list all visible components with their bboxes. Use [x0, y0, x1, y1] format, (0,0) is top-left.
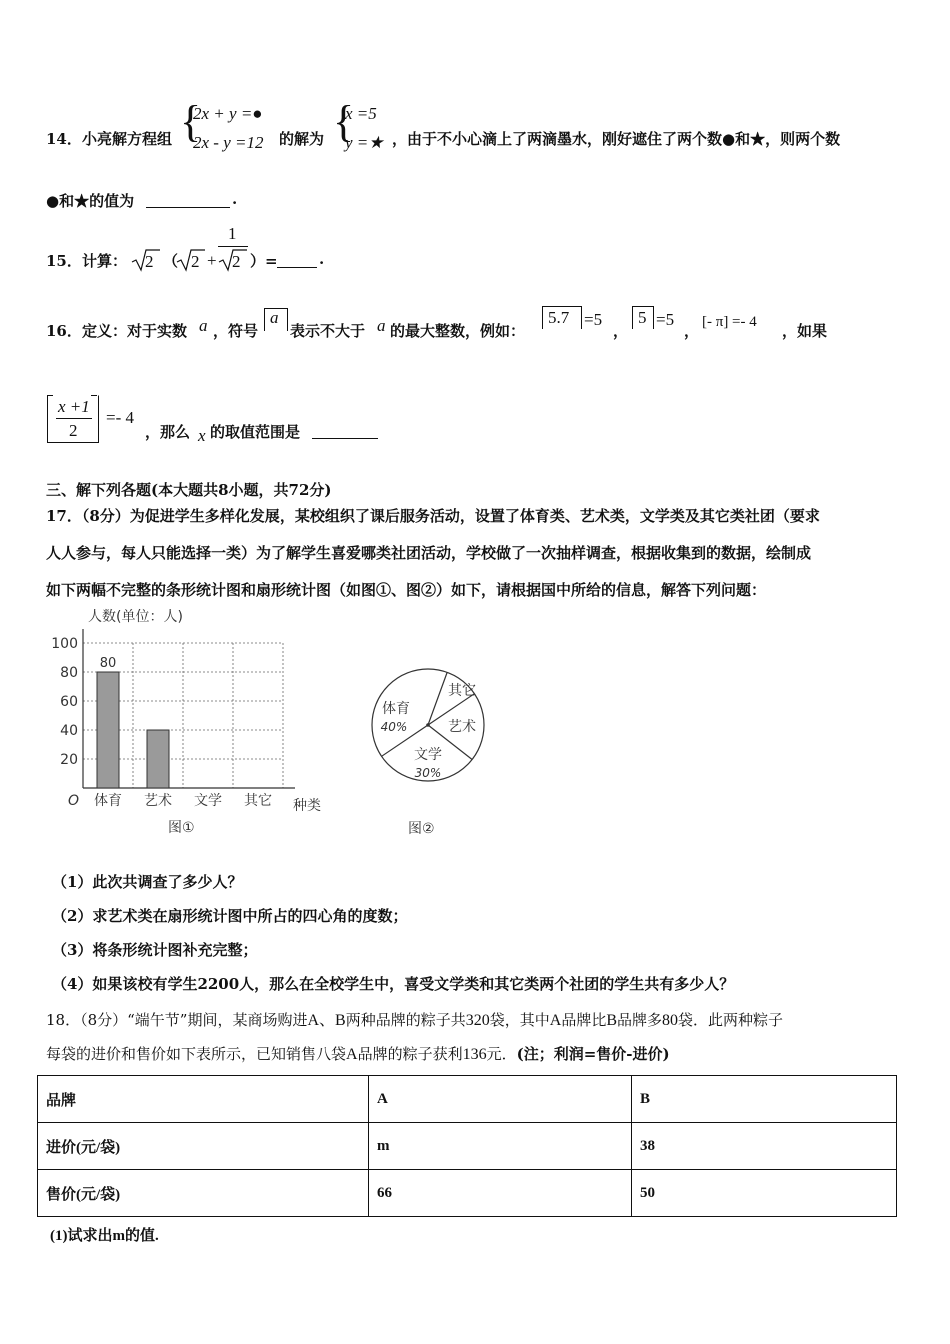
table-header-cell: A — [369, 1076, 632, 1123]
q16-ex2-out: =5 — [656, 310, 675, 329]
pie-center — [426, 723, 430, 727]
q18-brand-b: B — [606, 1012, 617, 1029]
pie-slice-label: 体育 — [382, 701, 410, 717]
q18-text-2c: 品牌的粽子获利 — [357, 1045, 463, 1063]
q15-radicand-3: 2 — [232, 252, 241, 271]
q16-frac-den: 2 — [69, 421, 78, 440]
pie-percent-label: 40% — [380, 720, 408, 734]
bar-chart-x-label: 种类 — [293, 798, 321, 814]
y-tick-label: 100 — [51, 636, 78, 652]
q16-text-4: 的最大整数，例如： — [390, 322, 526, 340]
bar-chart-caption: 图① — [168, 820, 195, 836]
q14-eq1: 2x + y =● — [193, 104, 263, 123]
q14-sol1: x =5 — [345, 104, 377, 123]
pie-chart-caption: 图② — [408, 821, 435, 837]
q18-brand-a-2: A — [346, 1046, 358, 1063]
q16-var-a: a — [199, 316, 208, 335]
q18-text-e: 袋，其中 — [489, 1011, 550, 1029]
y-tick-label: 20 — [60, 752, 78, 768]
q16-number: 16． — [46, 322, 82, 340]
q16-comma-1: ， — [613, 322, 629, 340]
q16-text-6: ，那么 — [145, 423, 191, 441]
q18-text-2a: 每袋的进价和售价如下表所示，已知销售八袋 — [46, 1045, 347, 1063]
bar-chart-origin: O — [68, 793, 80, 809]
table-cell: 进价(元/袋) — [38, 1123, 369, 1170]
q16-var-x: x — [198, 426, 206, 445]
q17-line-2: 人人参与，每人只能选择一类）为了解学生喜爱哪类社团活动，学校做了一次抽样调查，根据收集到的数据，绘制成 — [46, 544, 812, 562]
q18-text-g: 品牌比 — [561, 1011, 607, 1029]
table-row — [38, 1076, 897, 1123]
q16-ex1-out: =5 — [584, 310, 603, 329]
q16-frac-bar — [56, 418, 92, 419]
table-cell: 38 — [632, 1123, 897, 1170]
x-tick-label: 艺术 — [144, 793, 172, 809]
q17-sub-2: （2）求艺术类在扇形统计图中所占的四心角的度数； — [52, 907, 408, 925]
section-heading: 三、解下列各题(本大题共8小题，共72分) — [46, 481, 332, 499]
q18-sub-1: (1)试求出m的值. — [50, 1228, 159, 1244]
q14-tail: ，由于不小心滴上了两滴墨水，刚好遮住了两个数●和★，则两个数 — [392, 130, 841, 148]
q18-profit: 136 — [462, 1046, 487, 1063]
q18-text-k: 袋．此两种粽子 — [678, 1011, 784, 1029]
bar — [97, 672, 119, 788]
q18-brand-a: A — [549, 1012, 562, 1029]
q16-ex3: [- π] =- 4 — [702, 314, 757, 330]
q14-line2: ●和★的值为 — [46, 192, 135, 210]
q14-left-brace: { — [180, 97, 202, 146]
q15-plus: + — [207, 251, 217, 270]
q14-mid: 的解为 — [279, 130, 325, 148]
q15-open-paren: （ — [163, 252, 179, 270]
q16-text-7: 的取值范围是 — [210, 423, 301, 441]
q18-text-2e: 元． — [486, 1045, 517, 1063]
q17-sub-3: （3）将条形统计图补充完整； — [52, 941, 258, 959]
bar-chart-figure — [40, 600, 340, 840]
table-cell: m — [369, 1123, 632, 1170]
x-tick-label: 其它 — [244, 793, 272, 809]
table-row — [38, 1123, 897, 1170]
q16-answer-blank — [312, 421, 378, 439]
table-header-cell: 品牌 — [38, 1076, 369, 1123]
x-tick-label: 文学 — [194, 793, 222, 809]
q18-total: 320 — [465, 1012, 490, 1029]
bar-chart-title: 人数(单位：人) — [88, 609, 183, 625]
q18-text-i: 品牌多 — [617, 1011, 663, 1029]
q14-number: 14． — [46, 130, 82, 148]
q16-var-a-2: a — [377, 316, 386, 335]
q15-close-eq: ）= — [250, 252, 278, 270]
q16-bracket-a-var: a — [270, 308, 279, 327]
pie-chart-figure — [360, 655, 500, 840]
y-tick-label: 60 — [60, 694, 78, 710]
pie-chart-slices — [372, 669, 484, 781]
pie-slice-label: 其它 — [448, 683, 476, 699]
q14-eq2: 2x - y =12 — [193, 133, 264, 152]
table-cell: 50 — [632, 1170, 897, 1217]
pie-percent-label: 30% — [414, 766, 442, 780]
q17-sub-1: （1）此次共调查了多少人？ — [52, 873, 243, 891]
q15-frac-num: 1 — [228, 224, 237, 243]
q16-comma-2: ， — [684, 322, 700, 340]
q15-frac-bar — [218, 246, 248, 247]
q14-sol2: y =★ — [345, 133, 384, 152]
q15-end: . — [319, 250, 325, 268]
q18-price-table — [37, 1075, 897, 1217]
q15-number: 15． — [46, 252, 82, 270]
q15-answer-blank — [277, 250, 317, 268]
x-tick-label: 体育 — [94, 793, 122, 809]
q14-intro: 小亮解方程组 — [82, 130, 173, 148]
q17-line-1: 17．（8分）为促进学生多样化发展，某校组织了课后服务活动，设置了体育类、艺术类，文学类及其它类社团（要求 — [46, 507, 820, 525]
q16-text-5: ，如果 — [782, 322, 828, 340]
q16-eq: =- 4 — [106, 408, 134, 427]
q15-radicand-1: 2 — [145, 252, 154, 271]
q17-sub-4: （4）如果该校有学生2200人，那么在全校学生中，喜受文学类和其它类两个社团的学生共有多少人？ — [52, 975, 735, 993]
q18-text-c: 两种品牌的粽子共 — [345, 1011, 466, 1029]
q18-diff: 80 — [662, 1012, 679, 1029]
q18-text-a: 18．（8分）“端午节”期间，某商场购进 — [46, 1011, 308, 1029]
q16-ex1-in: 5.7 — [548, 308, 570, 327]
q16-frac-num: x +1 — [58, 397, 90, 416]
q14-solution-brace: { — [333, 97, 355, 146]
q17-line-3: 如下两幅不完整的条形统计图和扇形统计图（如图①、图②）如下，请根据国中所给的信息，解答下列问题： — [46, 581, 767, 599]
q16-ex2-in: 5 — [638, 308, 647, 327]
y-tick-label: 80 — [60, 665, 78, 681]
table-header-cell: B — [632, 1076, 897, 1123]
q16-text-1: 定义：对于实数 — [82, 322, 188, 340]
q14-end: . — [232, 190, 238, 208]
y-tick-label: 40 — [60, 723, 78, 739]
table-cell: 66 — [369, 1170, 632, 1217]
q16-text-3: 表示不大于 — [290, 322, 366, 340]
pie-slice-label: 文学 — [414, 747, 442, 763]
q16-bracket-cap-right — [91, 395, 97, 396]
table-row — [38, 1170, 897, 1217]
bar — [147, 730, 169, 788]
q16-text-2: ，符号 — [213, 322, 259, 340]
bar-chart-x-labels — [94, 792, 272, 809]
q15-label: 计算： — [82, 252, 128, 270]
pie-slice-label: 艺术 — [448, 719, 476, 735]
bar-chart-y-ticks — [51, 636, 78, 768]
q18-brands: A、B — [307, 1012, 346, 1029]
q18-note: (注；利润=售价-进价) — [516, 1045, 670, 1063]
q15-radicand-2: 2 — [191, 252, 200, 271]
bar-data-label: 80 — [99, 656, 117, 671]
q18-line-2 — [46, 1043, 670, 1064]
q18-line-1 — [46, 1007, 783, 1030]
q16-bracket-cap-left — [47, 395, 53, 396]
q14-answer-blank — [146, 190, 230, 208]
table-cell: 售价(元/袋) — [38, 1170, 369, 1217]
